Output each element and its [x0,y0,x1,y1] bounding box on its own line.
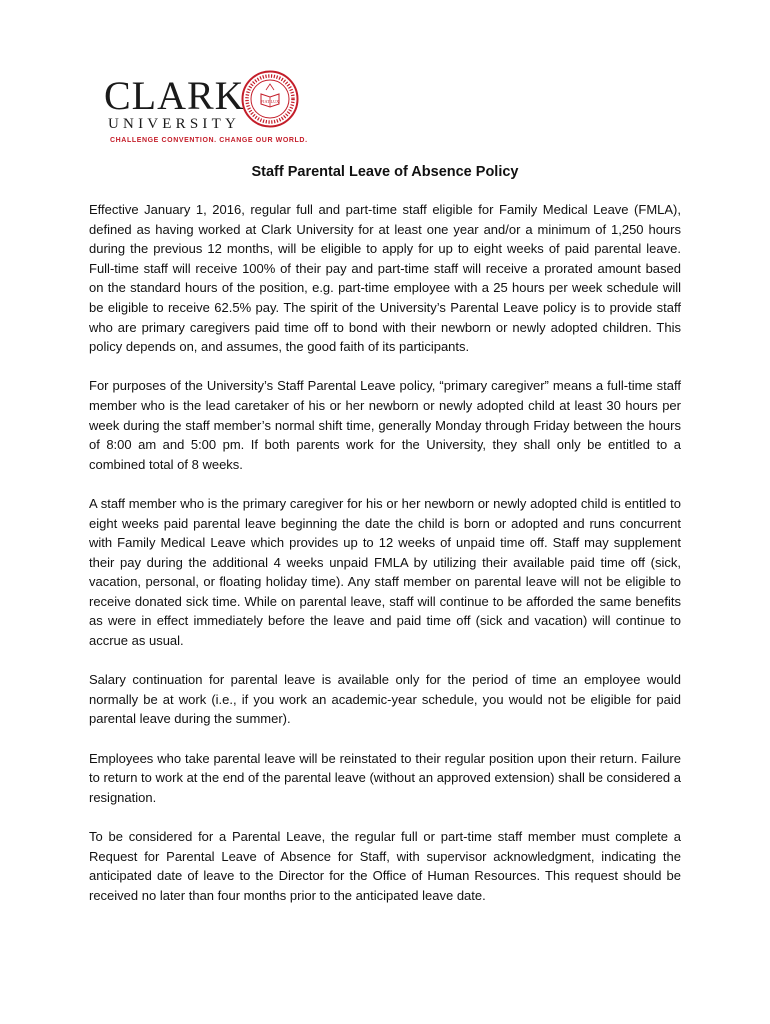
paragraph-salary-continuation: Salary continuation for parental leave is available only for the period of time an employee would normally be at work (i.e., if you work an academic-year schedule, you would not be eligible for paid parental leave during the summer). [89,672,681,727]
paragraph-eligibility: Effective January 1, 2016, regular full and part-time staff eligible for Family Medical Leave (FMLA), defined as having worked at Clark University for at least one year and/or a minimum of 1,250 hours during the previous 12 months, will be eligible to apply for up to eight weeks of paid parental leave. Full-time staff will receive 100% of their pay and part-time staff will receive a prorated amount based on the standard hours of the position, e.g. part-time employee with a 25 hours per week schedule will be eligible to receive 62.5% pay. The spirit of the University’s Parental Leave policy is to provide staff who are primary caregivers paid time off to bond with their newborn or newly adopted children. This policy depends on, and assumes, the good faith of its participants. [89,202,681,355]
seal-motto: FIAT LUX [260,99,280,104]
document-body [89,200,681,925]
clark-university-logo [104,70,308,150]
logo-wordmark-university: UNIVERSITY [108,116,240,132]
university-seal-icon [241,70,299,128]
paragraph-request-procedure: To be considered for a Parental Leave, the regular full or part-time staff member must complete a Request for Parental Leave of Absence for Staff, with supervisor acknowledgment, indicating the anticipated date of leave to the Director for the Office of Human Resources. This request should be received no later than four months prior to the anticipated leave date. [89,829,681,903]
paragraph-entitlement: A staff member who is the primary caregiver for his or her newborn or newly adopted child is entitled to eight weeks paid parental leave beginning the date the child is born or adopted and runs concurrent with Family Medical Leave which provides up to 12 weeks of unpaid time off. Staff may supplement their pay during the additional 4 weeks unpaid FMLA by utilizing their available paid time off (sick, vacation, personal, or floating holiday time). Any staff member on parental leave will not be eligible to receive donated sick time. While on parental leave, staff will continue to be afforded the same benefits as were in effect immediately before the leave and paid time off (sick and vacation) will continue to accrue as usual. [89,495,681,649]
logo-tagline: CHALLENGE CONVENTION. CHANGE OUR WORLD. [110,137,308,144]
logo-wordmark-clark: CLARK [104,73,245,118]
paragraph-primary-caregiver: For purposes of the University’s Staff Parental Leave policy, “primary caregiver” means a full-time staff member who is the lead caretaker of his or her newborn or newly adopted child at least 30 hours per week during the staff member’s normal shift time, generally Monday through Friday between the hours of 8:00 am and 5:00 pm. If both parents work for the University, they shall only be entitled to a combined total of 8 weeks. [89,378,681,472]
document-title: Staff Parental Leave of Absence Policy [251,164,519,180]
paragraph-reinstatement: Employees who take parental leave will be reinstated to their regular position upon their return. Failure to return to work at the end of the parental leave (without an approved extension) shall be considered a resignation. [89,750,681,805]
